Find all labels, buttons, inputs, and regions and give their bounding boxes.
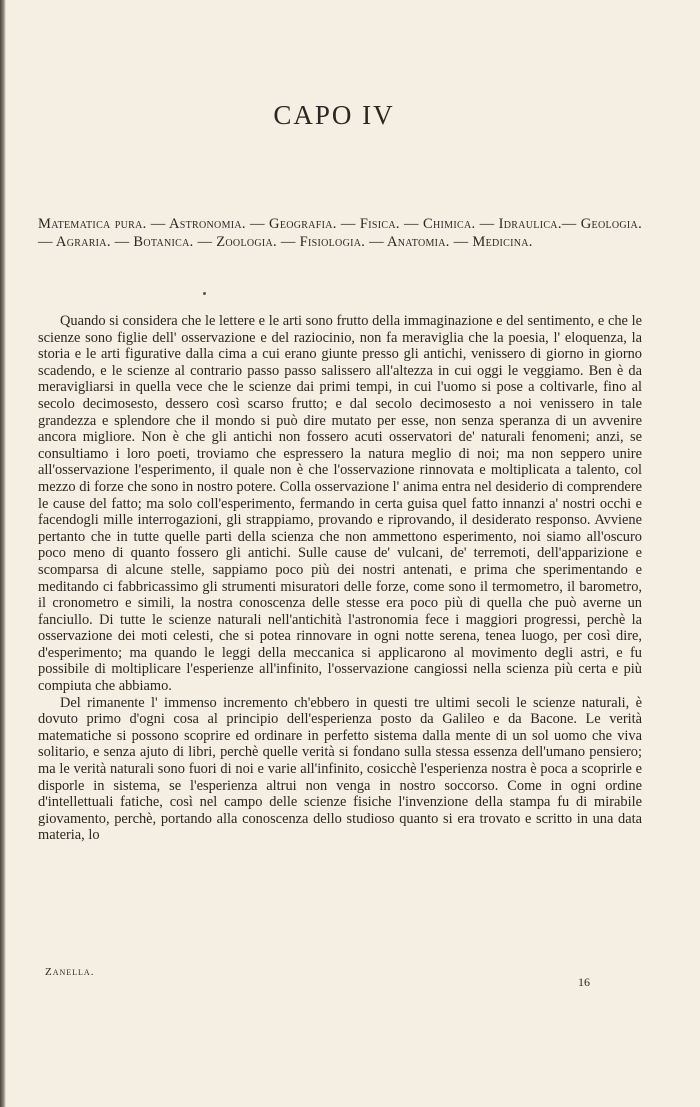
chapter-title: CAPO IV xyxy=(273,100,395,130)
signature-mark: 16 xyxy=(578,975,590,989)
ornament-dot xyxy=(203,292,206,295)
body-text xyxy=(38,313,642,844)
page-binding-edge xyxy=(0,0,6,1107)
chapter-summary: Matematica pura. — Astronomia. — Geografia. — Fisica. — Chimica. — Idraulica.— Geologia. — Agraria. — Botanica. — Zoologia. — Fisiologia. — Anatomia. — Medicina. xyxy=(38,216,642,250)
paragraph-2: Del rimanente l' immenso incremento ch'ebbero in questi tre ultimi secoli le scienze naturali, è dovuto primo d'ogni cosa al principio dell'esperienza posto da Galileo e da Bacone. Le verità matematiche si possono scoprire ed ordinare in perfetto sistema dalla mente di un sol uomo che viva solitario, e senza ajuto di libri, perchè quelle verità si fondano sulla stessa essenza dell'umano pensiero; ma le verità naturali sono fuori di noi e varie all'infinito, cosicchè l'esperienza nostra è poca a scoprirle e disporle in sistema, se l'esperienza altrui non venga in nostro soccorso. Come in ogni ordine d'intellettuali fatiche, così nel campo delle scienze fisiche l'invenzione della stampa fu di mirabile giovamento, perchè, portando alla conoscenza dello studioso quanto si era trovato e scritto in una data materia, lo xyxy=(38,694,642,844)
paragraph-1: Quando si considera che le lettere e le arti sono frutto della immaginazione e del sentimento, e che le scienze sono figlie dell' osservazione e del raziocinio, non fa meraviglia che la poesia, l' eloquenza, la storia e le arti figurative dalla cima a cui erano giunte presso gli antichi, venissero di giorno in giorno scadendo, e le scienze al contrario passo passo salissero all'altezza in cui oggi le veggiamo. Ben è da meravigliarsi in quella vece che le scienze dai primi tempi, in cui l'uomo si pose a coltivarle, fino al secolo decimosesto, dessero così scarso frutto; e dal secolo decimosesto a noi venissero in tale grandezza e splendore che il mondo si può dire mutato per esse, non senza speranza di un avvenire ancora migliore. Non è che gli antichi non fossero acuti osservatori de' naturali fenomeni; anzi, se consultiamo i loro poeti, troviamo che espressero la natura meglio di noi; ma non seppero unire all'osservazione l'esperimento, il quale non è che l'osservazione rinnovata e moltiplicata a talento, col mezzo di forze che sono in nostro potere. Colla osservazione l' anima entra nel desiderio di comprendere le cause del fatto; ma solo coll'esperimento, fermando in certa guisa quel fatto innanzi a' nostri occhi e facendogli mille interrogazioni, gli strappiamo, provando e riprovando, il desiderato responso. Avviene pertanto che in tutte quelle parti della scienza che non ammettono esperimento, noi siamo all'oscuro poco meno di quanto fossero gli antichi. Sulle cause de' vulcani, de' terremoti, dell'apparizione e scomparsa di alcune stelle, sappiamo poco più dei nostri antenati, e prima che sperimentando e meditando ci fabbricassimo gli strumenti misuratori delle forze, come sono il termometro, il barometro, il cronometro e simili, la nostra conoscenza delle stesse era poco più di quella che può averne un fanciullo. Di tutte le scienze naturali nell'antichità l'astronomia fece i maggiori progressi, perchè la osservazione dei moti celesti, che si potea rinnovare in ogni notte serena, tenea luogo, per così dire, d'esperimento; ma quando le leggi della meccanica si applicarono al movimento degli astri, e fu possibile di moltiplicare l'esperienze all'infinito, l'osservazione cangiossi nella scienza più certa e più compiuta che abbiamo. xyxy=(38,313,642,695)
footer-author: Zanella. xyxy=(45,966,95,978)
